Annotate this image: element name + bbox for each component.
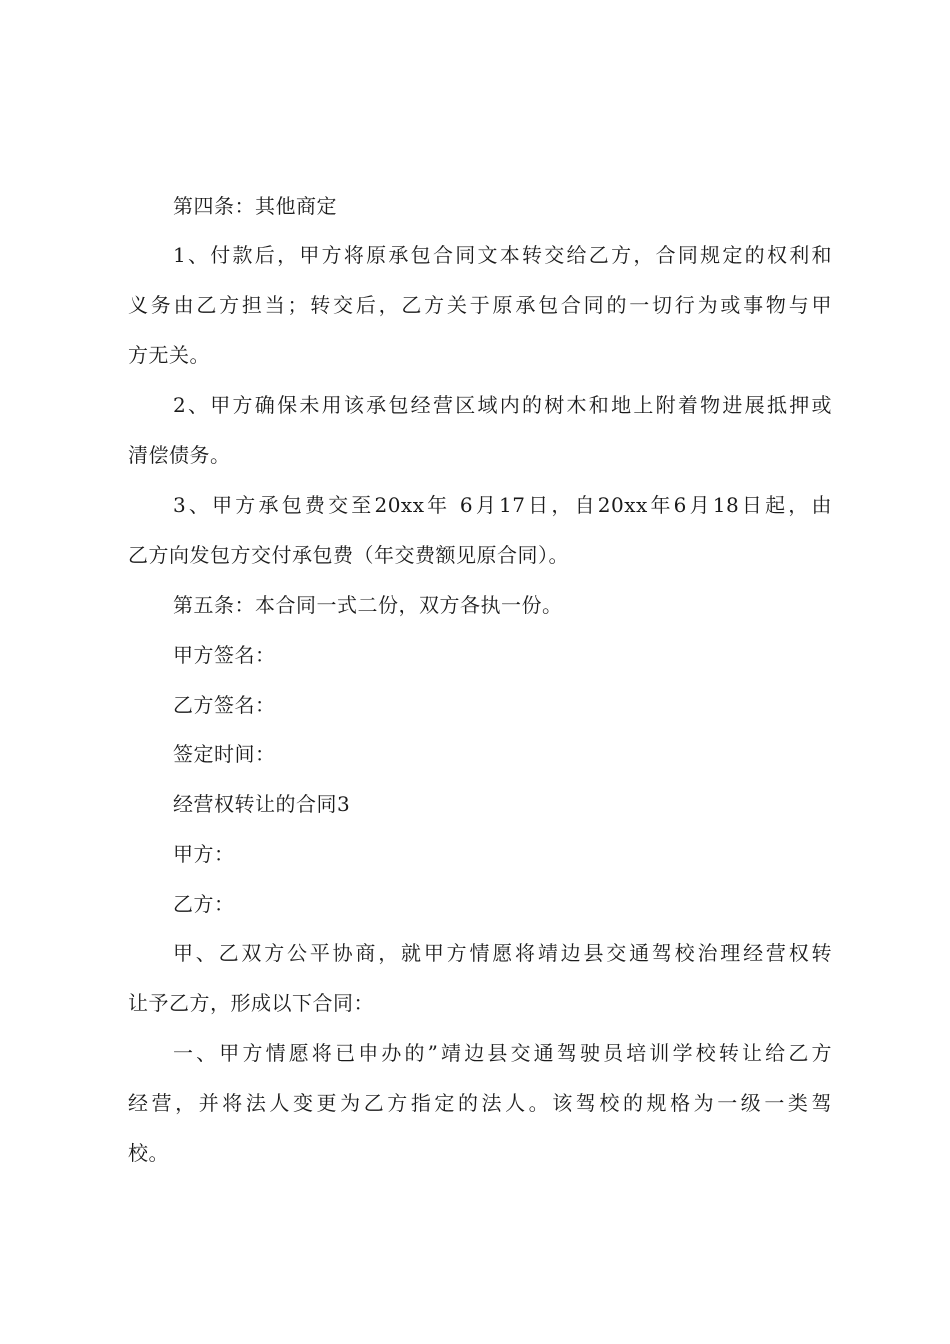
party-b-label: 乙方： [173, 892, 235, 916]
section-heading-article-4: 第四条：其他商定 [173, 194, 337, 218]
paragraph-line: 清偿债务。 [128, 443, 231, 467]
signing-date-label: 签定时间： [173, 742, 276, 766]
paragraph-line: 让予乙方，形成以下合同： [128, 991, 374, 1015]
party-b-signature-label: 乙方签名： [173, 693, 276, 717]
section-heading-article-5: 第五条：本合同一式二份，双方各执一份。 [173, 593, 563, 617]
paragraph-line: 义务由乙方担当；转交后，乙方关于原承包合同的一切行为或事物与甲 [128, 293, 832, 317]
contract-title: 经营权转让的合同3 [173, 792, 351, 816]
party-a-label: 甲方： [173, 842, 235, 866]
party-a-signature-label: 甲方签名： [173, 643, 276, 667]
paragraph-line: 1、付款后，甲方将原承包合同文本转交给乙方，合同规定的权利和 [173, 243, 832, 267]
paragraph-line: 2、甲方确保未用该承包经营区域内的树木和地上附着物进展抵押或 [173, 393, 832, 417]
paragraph-line: 方无关。 [128, 343, 210, 367]
paragraph-line: 3、甲方承包费交至20xx年 6月17日，自20xx年6月18日起，由 [173, 493, 832, 517]
paragraph-line: 经营，并将法人变更为乙方指定的法人。该驾校的规格为一级一类驾 [128, 1091, 832, 1115]
paragraph-line: 甲、乙双方公平协商，就甲方情愿将靖边县交通驾校治理经营权转 [173, 941, 832, 965]
paragraph-line: 乙方向发包方交付承包费（年交费额见原合同）。 [128, 543, 569, 567]
paragraph-line: 一、甲方情愿将已申办的”靖边县交通驾驶员培训学校转让给乙方 [173, 1041, 832, 1065]
paragraph-line: 校。 [128, 1141, 169, 1165]
